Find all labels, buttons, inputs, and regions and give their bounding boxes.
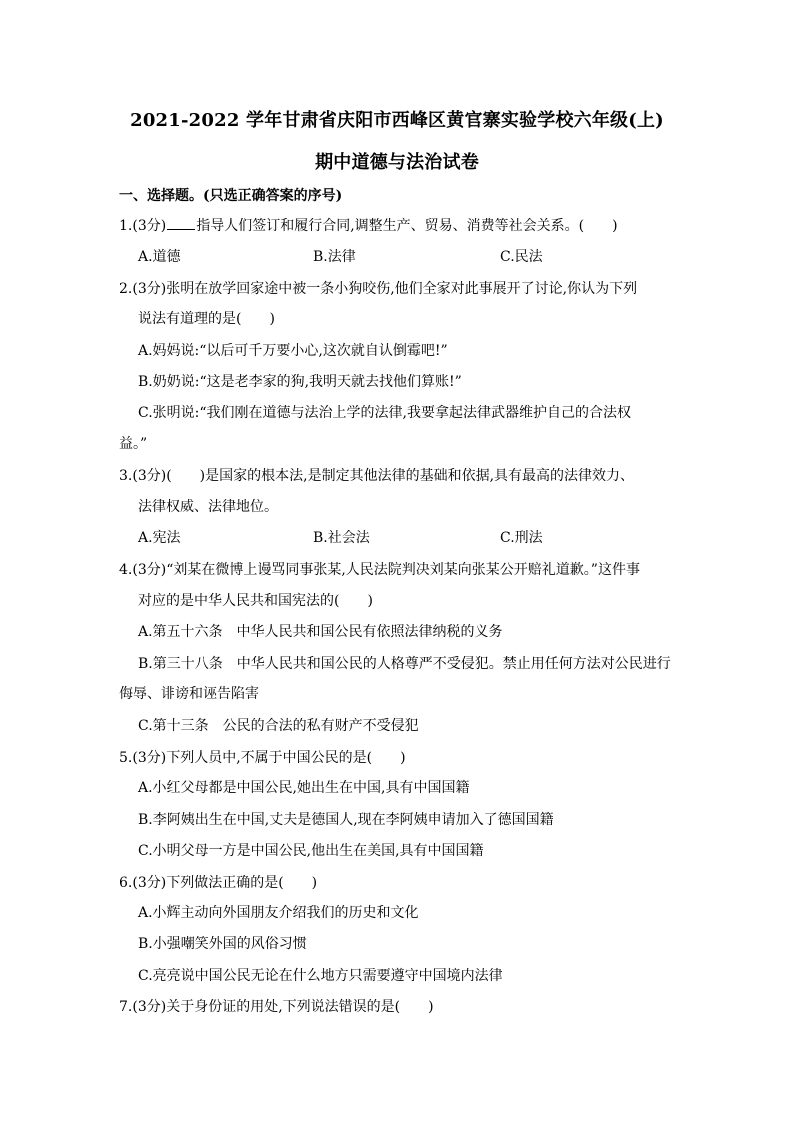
option-c: C.张明说:“我们刚在道德与法治上学的法律,我要拿起法律武器维护自己的合法权 — [138, 405, 631, 421]
option-b: B.奶奶说:“这是老李家的狗,我明天就去找他们算账!” — [138, 374, 462, 390]
question-7 — [119, 997, 434, 1017]
option-a: A.宪法 — [138, 530, 181, 546]
question-stem: 指导人们签订和履行合同,调整生产、贸易、消费等社会关系。( ) — [196, 218, 618, 234]
option-b: B.第三十八条 中华人民共和国公民的人格尊严不受侵犯。禁止用任何方法对公民进行 — [138, 656, 671, 672]
question-stem: “刘某在微博上谩骂同事张某,人民法院判决刘某向张某公开赔礼道歉。”这件事 — [166, 562, 640, 578]
answer-blank — [167, 216, 195, 230]
question-3 — [119, 466, 634, 486]
question-5 — [119, 748, 406, 768]
option-a: A.小辉主动向外国朋友介绍我们的历史和文化 — [138, 905, 419, 921]
question-stem: 下列人员中,不属于中国公民的是( ) — [166, 750, 406, 766]
question-4 — [119, 560, 640, 580]
option-c: C.亮亮说中国公民无论在什么地方只需要遵守中国境内法律 — [138, 968, 503, 984]
question-stem: 张明在放学回家途中被一条小狗咬伤,他们全家对此事展开了讨论,你认为下列 — [166, 281, 638, 297]
option-a: A.妈妈说:“以后可千万要小心,这次就自认倒霉吧!” — [138, 343, 448, 359]
option-b-continued: 侮辱、诽谤和诬告陷害 — [119, 686, 259, 702]
question-stem: ( )是国家的根本法,是制定其他法律的基础和依据,具有最高的法律效力、 — [166, 468, 635, 484]
question-6 — [119, 873, 317, 893]
option-c: C.小明父母一方是中国公民,他出生在美国,具有中国国籍 — [138, 843, 484, 859]
question-stem: 关于身份证的用处,下列说法错误的是( ) — [166, 999, 434, 1015]
question-stem-continued: 对应的是中华人民共和国宪法的( ) — [138, 593, 373, 609]
question-1 — [119, 216, 618, 236]
question-stem-continued: 法律权威、法律地位。 — [138, 499, 278, 515]
question-number: 3.(3分) — [119, 468, 167, 484]
option-c: C.第十三条 公民的合法的私有财产不受侵犯 — [138, 718, 419, 734]
option-a: A.小红父母都是中国公民,她出生在中国,具有中国国籍 — [138, 780, 470, 796]
option-c: C.刑法 — [500, 530, 543, 546]
exam-title-line1: 2021-2022 学年甘肃省庆阳市西峰区黄官寨实验学校六年级(上) — [130, 110, 664, 131]
question-stem-continued: 说法有道理的是( ) — [138, 311, 275, 327]
option-c: C.民法 — [500, 249, 543, 265]
option-c-continued: 益。” — [119, 436, 148, 452]
option-b: B.小强嘲笑外国的风俗习惯 — [138, 936, 307, 952]
question-number: 1.(3分) — [119, 218, 167, 234]
option-a: A.第五十六条 中华人民共和国公民有依照法律纳税的义务 — [138, 624, 503, 640]
question-2 — [119, 279, 637, 299]
option-b: B.社会法 — [313, 530, 370, 546]
question-number: 4.(3分) — [119, 562, 167, 578]
question-number: 6.(3分) — [119, 875, 167, 891]
option-b: B.法律 — [313, 249, 356, 265]
question-stem: 下列做法正确的是( ) — [166, 875, 318, 891]
question-number: 5.(3分) — [119, 750, 167, 766]
section-heading: 一、选择题。(只选正确答案的序号) — [119, 188, 343, 204]
option-b: B.李阿姨出生在中国,丈夫是德国人,现在李阿姨申请加入了德国国籍 — [138, 812, 554, 828]
question-number: 2.(3分) — [119, 281, 167, 297]
exam-title-line2: 期中道德与法治试卷 — [315, 152, 479, 173]
option-a: A.道德 — [138, 249, 181, 265]
question-number: 7.(3分) — [119, 999, 167, 1015]
